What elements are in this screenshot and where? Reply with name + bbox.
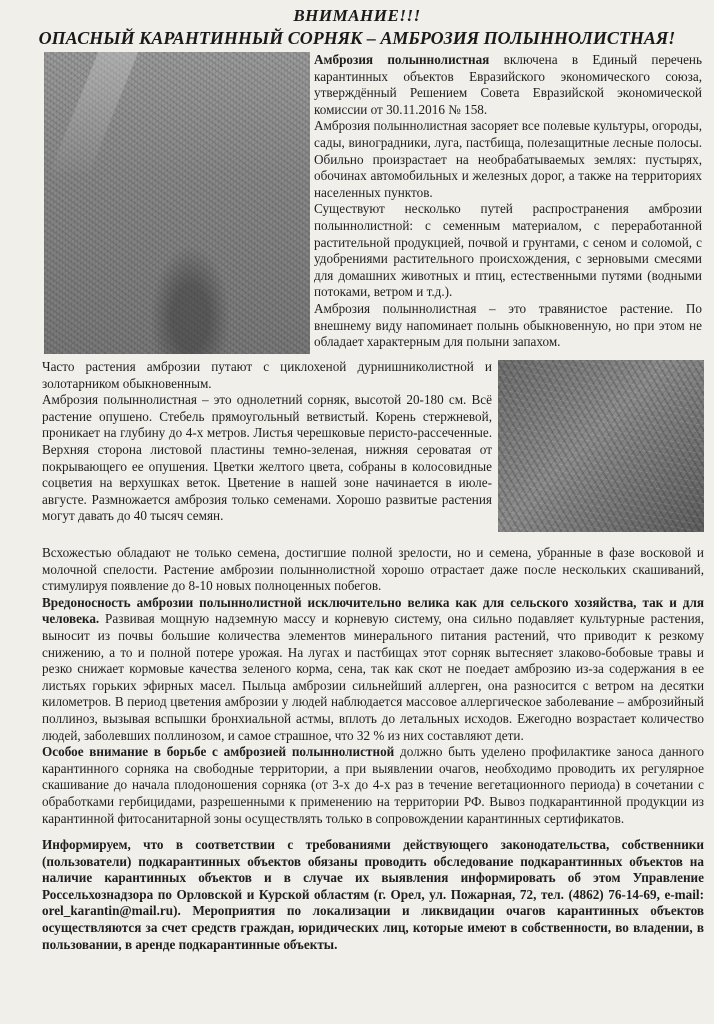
ragweed-field-photo xyxy=(44,52,310,354)
notice-header-attention: ВНИМАНИЕ!!! xyxy=(293,6,421,25)
morphology-paragraph: Амброзия полыннолистная – это однолетний сорняк, высотой 20-180 см. Всё растение опушено. Стебель прямоугольный ветвистый. Корень стержневой, проникает на глубину до 4-х метров. Листья черешковые перисто-рассеченные. Верхняя сторона листовой пластины темно-зеленая, нижняя сероватая от покрывающего ее опушения. Цветки желтого цвета, собраны в колосовидные соцветия на верхушках веток. Цветение в нашей зоне начинается в июле-августе. Размножается амброзия только семенами. Хорошо развитые растения могут давать до 40 тысяч семян. xyxy=(42,392,492,524)
germination-paragraph: Всхожестью обладают не только семена, достигшие полной зрелости, но и семена, убранные в фазе восковой и молочной спелости. Растение амброзии полыннолистной хорошо отрастает даже после нескольких скашиваний, стимулируя появление до 8-10 новых полноценных побегов. xyxy=(42,545,704,594)
intro-bold-lead: Амброзия полыннолистная xyxy=(314,52,490,67)
spread-paragraph: Существуют несколько путей распространения амброзии полыннолистной: с семенным материалом, с переработанной растительной продукцией, почвой и грунтами, с сеном и соломой, с удобрениями растительного происхождения, с зерновыми смесями для домашних животных и птиц, естественными путями (водными потоками, ветром и т.д.). xyxy=(314,201,702,300)
description-text-block xyxy=(42,359,492,525)
ragweed-leaves-photo xyxy=(498,360,704,532)
notice-title: ОПАСНЫЙ КАРАНТИННЫЙ СОРНЯК – АМБРОЗИЯ ПОЛЫННОЛИСТНАЯ! xyxy=(38,28,676,48)
field-path-shape xyxy=(50,52,138,172)
appearance-paragraph: Амброзия полыннолистная – это травянистое растение. По внешнему виду напоминает полынь обыкновенную, но при этом не обладает характерным для полыни запахом. xyxy=(314,300,702,350)
harm-text: Развивая мощную надземную массу и корневую систему, она сильно подавляет культурные растения, выносит из почвы большие количества элементов минерального питания растений, что приводит к резкому снижению, а то и полной потере урожая. На лугах и пастбищах этот сорняк вытесняет злаково-бобовые травы и резко снижает кормовые качества зеленого корма, сена, так как скот не поедает амброзию из-за содержания в ее листьях горьких эфирных масел. Пыльца амброзии сильнейший аллерген, она разносится с ветром на десятки километров. В период цветения амброзии у людей наблюдается массовое аллергическое заболевание – амброзийный поллиноз, вызывая вспышки бронхиальной астмы, вплоть до летальных исходов. Ежегодно возрастает количество людей, заболевших поллинозом, и самое страшное, что 32 % из них составляют дети. xyxy=(42,611,704,743)
harm-paragraph xyxy=(42,595,704,744)
intro-paragraph-1 xyxy=(314,52,702,118)
obligation-bold-text: Информируем, что в соответствии с требованиями действующего законодательства, собственники (пользователи) подкарантинных объектов обязаны проводить обследование подкарантинных объектов на наличие карантинных объектов и в случае их выявления информировать об этом Управление Россельхознадзора по Орловской и Курской областям (г. Орел, ул. Пожарная, 72, тел. (4862) 76-14-69, e-mail: orel_karantin@mail.ru). Мероприятия по локализации и ликвидации очагов карантинных объектов осуществляются за счет средств граждан, юридических лиц, которые имеют в собственности, во владении, в пользовании, в аренде подкарантинные объекты. xyxy=(42,837,704,952)
confusion-paragraph: Часто растения амброзии путают с циклохеной дурнишниколистной и золотарником обыкновенным. xyxy=(42,359,492,391)
habitat-paragraph: Амброзия полыннолистная засоряет все полевые культуры, огороды, сады, виноградники, луга, пастбища, полезащитные лесные полосы. Обильно произрастает на необрабатываемых землях: пустырях, обочинах автомобильных и железных дорог, а также на территориях населенных пунктов. xyxy=(314,118,702,200)
control-text: должно быть уделено профилактике заноса данного карантинного сорняка на свободные территории, а при выявлении очагов, необходимо проводить их регулярное скашивание до начала плодоношения сорняка (от 3-х до 4-х раз в течение вегетационного периода) в сочетании с обработками гербицидами, разрешенными к применению на территории РФ. Вывоз подкарантинной продукции из карантинной фитосанитарной зоны осуществлять только в сопровождении карантинных сертификатов. xyxy=(42,744,704,826)
intro-text: включена в Единый перечень карантинных объектов Евразийского экономического союза, утверждённый Решением Совета Евразийской экономической комиссии от 30.11.2016 № 158. xyxy=(314,52,702,117)
intro-text-block xyxy=(314,52,702,351)
obligation-paragraph xyxy=(42,837,704,953)
main-text-block xyxy=(42,545,704,953)
harm-bold-lead: Вредоносность амброзии полыннолистной исключительно велика как для сельского хозяйства, так и для человека. xyxy=(42,594,704,627)
control-paragraph xyxy=(42,744,704,827)
control-bold-lead: Особое внимание в борьбе с амброзией полыннолистной xyxy=(42,744,395,760)
